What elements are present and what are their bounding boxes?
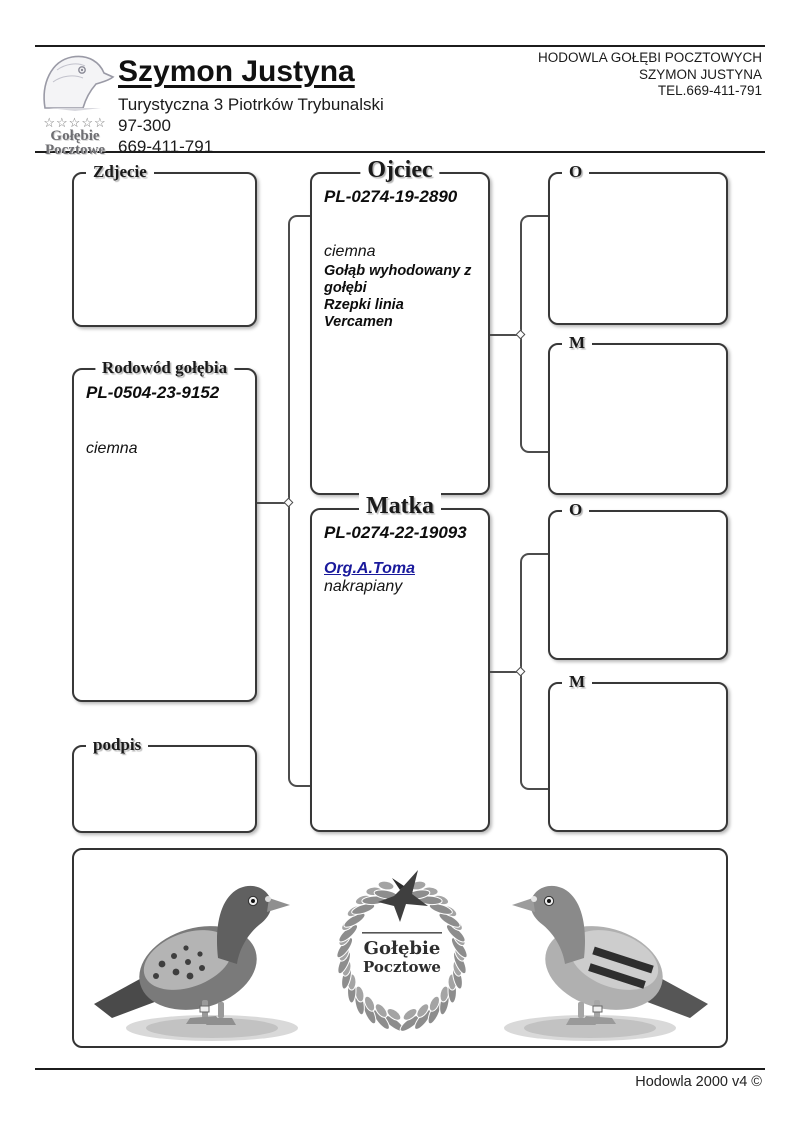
logo-name-line1: Gołębie [50, 128, 100, 144]
wreath-logo [322, 862, 482, 1036]
grandmother-maternal-legend: M [562, 672, 592, 692]
logo-stars: ☆☆☆☆☆ [43, 115, 107, 130]
left-pigeon-photo [86, 856, 324, 1046]
mother-ring-number: PL-0274-22-19093 [324, 523, 467, 542]
grandfather-maternal-legend: O [562, 500, 589, 520]
father-ring-number: PL-0274-19-2890 [324, 187, 458, 206]
pedigree-box-legend: Rodowód gołębia [95, 358, 234, 378]
father-box [310, 157, 490, 495]
grandfather-maternal-box [548, 500, 728, 660]
wreath-title-line1: Gołębie [363, 938, 441, 959]
wreath-title-line2: Pocztowe [363, 958, 441, 976]
father-note-line2: Rzepki linia Vercamen [324, 297, 404, 330]
loft-info-line3: TEL.669-411-791 [657, 83, 762, 98]
photo-box-legend: Zdjecie [86, 162, 154, 182]
footer-rule [35, 1068, 765, 1070]
father-box-legend: Ojciec [360, 157, 439, 184]
software-credit: Hodowla 2000 v4 © [635, 1074, 762, 1090]
mother-box-legend: Matka [359, 493, 441, 520]
loft-info-block [538, 50, 762, 100]
mother-box [310, 493, 490, 832]
father-color-desc: ciemna [324, 243, 376, 260]
photo-box [72, 162, 257, 327]
wreath-divider-line [362, 932, 442, 934]
pigeon-head-sketch-icon [35, 52, 115, 112]
pedigree-ring-number: PL-0504-23-9152 [86, 383, 220, 402]
signature-box-legend: podpis [86, 735, 148, 755]
loft-info-line1: HODOWLA GOŁĘBI POCZTOWYCH [537, 50, 762, 65]
pedigree-box [72, 358, 257, 702]
grandfather-paternal-box [548, 162, 728, 325]
address-line-phone: 669-411-791 [118, 137, 214, 156]
breeder-address [118, 94, 384, 157]
father-note-line1: Gołąb wyhodowany z gołębi [324, 263, 472, 296]
address-line-street: Turystyczna 3 Piotrków Trybunalski [118, 95, 384, 114]
signature-box [72, 735, 257, 833]
mother-org-link[interactable]: Org.A.Toma [324, 560, 415, 577]
grandmother-paternal-legend: M [562, 333, 592, 353]
logo-name-line2: Pocztowe [45, 142, 105, 158]
header-top-rule [35, 45, 765, 47]
grandmother-paternal-box [548, 333, 728, 495]
breeder-name-title: Szymon Justyna [118, 55, 355, 88]
breeder-logo [34, 52, 116, 157]
address-line-postcode: 97-300 [118, 116, 171, 135]
pigeon-banner [72, 848, 728, 1048]
right-pigeon-photo [478, 856, 716, 1046]
grandfather-paternal-legend: O [562, 162, 589, 182]
pedigree-color-desc: ciemna [86, 440, 138, 457]
loft-info-line2: SZYMON JUSTYNA [638, 66, 762, 82]
mother-color-desc: nakrapiany [324, 578, 403, 595]
grandmother-maternal-box [548, 672, 728, 832]
